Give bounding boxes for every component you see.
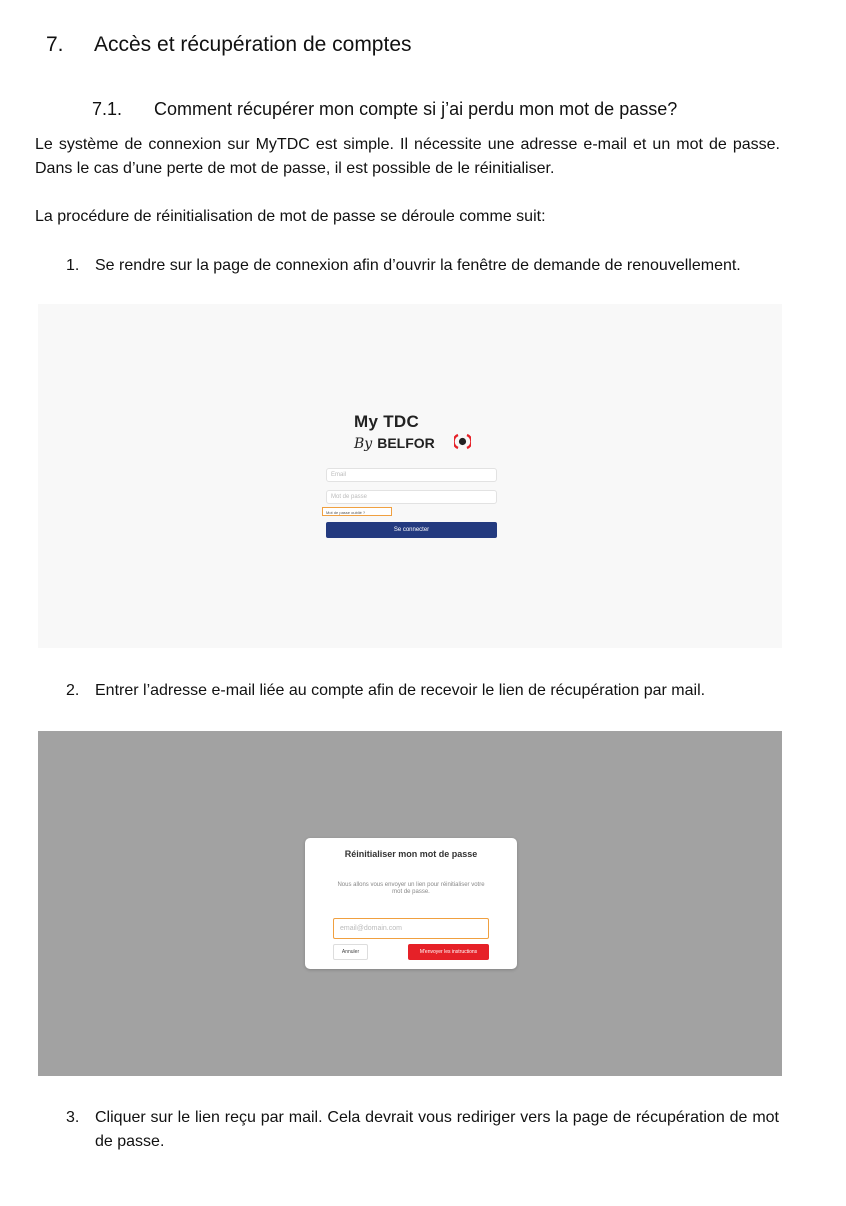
step-number: 1.	[66, 257, 80, 274]
modal-description: Nous allons vous envoyer un lien pour réinitialiser votre mot de passe.	[337, 882, 485, 895]
subsection-number: 7.1.	[92, 99, 123, 119]
intro-paragraph: Le système de connexion sur MyTDC est simple. Il nécessite une adresse e-mail et un mot de passe. Dans le cas d’une perte de mot de passe, il est possible de le réinitialiser.	[35, 136, 780, 177]
reset-screenshot	[38, 731, 782, 1076]
section-title: Accès et récupération de comptes	[94, 33, 412, 56]
step-text: Entrer l’adresse e-mail liée au compte afin de recevoir le lien de récupération par mail.	[95, 682, 706, 699]
step-1	[66, 254, 779, 278]
forgot-password-link[interactable]: Mot de passe oublié ?	[322, 507, 392, 516]
section-heading	[46, 33, 412, 57]
password-field[interactable]: Mot de passe	[326, 490, 497, 504]
logo-title: My TDC	[354, 412, 420, 431]
step-number: 2.	[66, 682, 80, 699]
subsection-heading	[92, 99, 677, 120]
logo-brand: BELFOR	[377, 435, 435, 451]
send-instructions-button[interactable]: M'envoyer les instructions	[408, 944, 489, 960]
login-button[interactable]: Se connecter	[326, 522, 497, 538]
subsection-title: Comment récupérer mon compte si j’ai perdu mon mot de passe?	[154, 99, 678, 119]
logo-byline	[354, 435, 435, 452]
email-field[interactable]: Email	[326, 468, 497, 482]
step-2	[66, 679, 779, 703]
step-text: Cliquer sur le lien reçu par mail. Cela devrait vous rediriger vers la page de récupération de mot de passe.	[95, 1109, 779, 1150]
logo-by-text: By	[354, 436, 373, 452]
belfor-logo-icon	[454, 433, 471, 450]
step-3	[66, 1106, 779, 1154]
reset-email-input[interactable]: email@domain.com	[333, 918, 489, 939]
section-number: 7.	[46, 33, 64, 56]
procedure-intro: La procédure de réinitialisation de mot de passe se déroule comme suit:	[35, 208, 546, 225]
modal-title: Réinitialiser mon mot de passe	[344, 849, 478, 859]
cancel-button[interactable]: Annuler	[333, 944, 368, 960]
step-number: 3.	[66, 1109, 80, 1126]
reset-password-modal	[305, 838, 517, 969]
step-text: Se rendre sur la page de connexion afin d’ouvrir la fenêtre de demande de renouvellement.	[95, 257, 741, 274]
login-screenshot	[38, 304, 782, 648]
